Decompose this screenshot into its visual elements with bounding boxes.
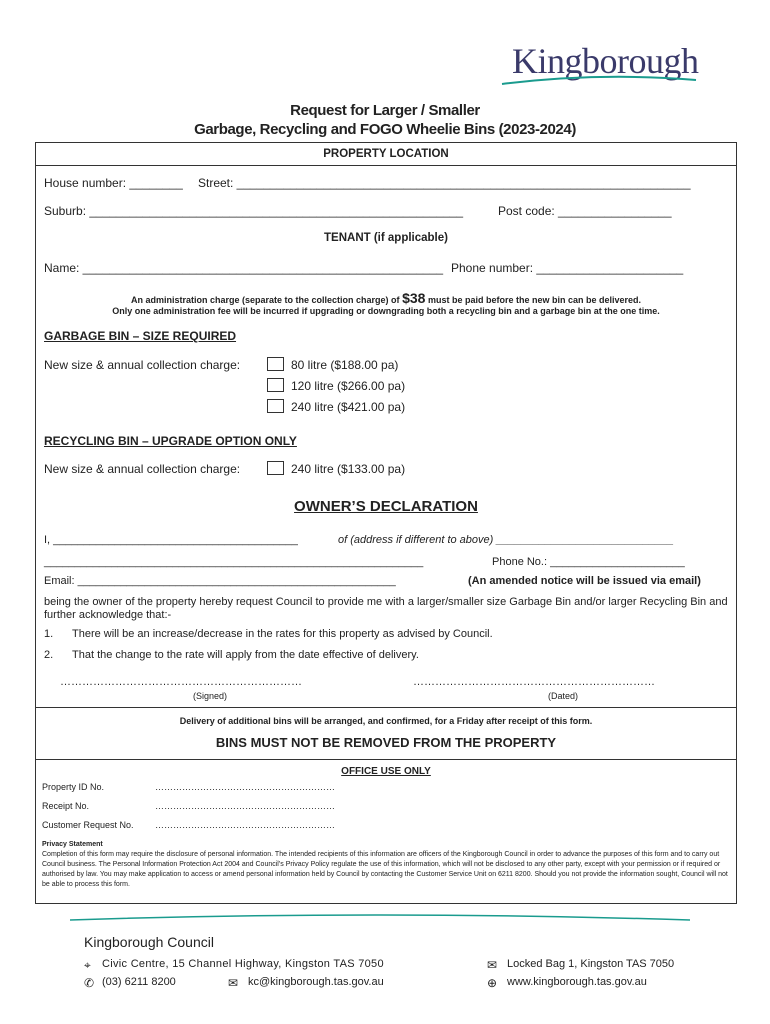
- suburb-field[interactable]: Suburb: ________________________________________________________: [44, 204, 464, 218]
- owner-address-field[interactable]: of (address if different to above) _____________________________: [338, 534, 674, 546]
- recycling-bin-heading: RECYCLING BIN – UPGRADE OPTION ONLY: [44, 434, 297, 448]
- divider: [35, 165, 737, 166]
- recycling-size-label: New size & annual collection charge:: [44, 462, 241, 476]
- office-field-label: Receipt No.: [42, 801, 90, 811]
- footer-swoosh: [70, 910, 710, 924]
- garbage-120l-checkbox[interactable]: [267, 378, 284, 392]
- divider: [35, 707, 737, 708]
- admin-charge-text: An administration charge (separate to the collection charge) of: [131, 295, 400, 305]
- owner-phone-field[interactable]: Phone No.: ______________________: [492, 556, 685, 568]
- dated-label: (Dated): [547, 691, 578, 701]
- signature-field[interactable]: …………………………………………………………: [60, 676, 302, 688]
- garbage-size-label: New size & annual collection charge:: [44, 358, 241, 372]
- declaration-item-number: 2.: [44, 649, 54, 661]
- footer-postal: Locked Bag 1, Kingston TAS 7050: [507, 958, 675, 970]
- mail-icon: ✉: [487, 958, 498, 972]
- recycling-240l-checkbox[interactable]: [267, 461, 284, 475]
- owner-address-line2[interactable]: ______________________________________________________________: [44, 556, 424, 568]
- garbage-option-label: 240 litre ($421.00 pa): [291, 400, 406, 414]
- office-field-dots: ……………………………………………………: [155, 820, 335, 830]
- office-field-label: Customer Request No.: [42, 820, 134, 830]
- footer-address: Civic Centre, 15 Channel Highway, Kingston TAS 7050: [102, 958, 384, 970]
- footer-website[interactable]: www.kingborough.tas.gov.au: [507, 976, 647, 988]
- form-title-line2: Garbage, Recycling and FOGO Wheelie Bins (2023-2024): [194, 121, 576, 138]
- date-field[interactable]: …………………………………………………………: [413, 676, 655, 688]
- signed-label: (Signed): [192, 691, 228, 701]
- garbage-240l-checkbox[interactable]: [267, 399, 284, 413]
- declaration-body: being the owner of the property hereby request Council to provide me with a larger/smaller size Garbage Bin and/or larger Recycling Bin and further acknowledge that:-: [44, 596, 728, 621]
- email-icon: ✉: [228, 976, 239, 990]
- recycling-option-label: 240 litre ($133.00 pa): [291, 462, 406, 476]
- location-pin-icon: ⌖: [84, 958, 91, 972]
- tenant-heading: TENANT (if applicable): [324, 232, 448, 244]
- postcode-field[interactable]: Post code: _________________: [498, 204, 672, 218]
- phone-icon: ✆: [84, 976, 95, 990]
- house-number-field[interactable]: House number: ________: [44, 176, 183, 190]
- office-field-dots: ……………………………………………………: [155, 782, 335, 792]
- office-use-heading: OFFICE USE ONLY: [341, 766, 431, 777]
- footer-email[interactable]: kc@kingborough.tas.gov.au: [248, 976, 384, 988]
- office-field-label: Property ID No.: [42, 782, 105, 792]
- globe-icon: ⊕: [487, 976, 498, 990]
- tenant-name-field[interactable]: Name: ______________________________________________________: [44, 261, 444, 275]
- email-note: (An amended notice will be issued via email): [468, 575, 701, 587]
- form-title-line1: Request for Larger / Smaller: [290, 102, 480, 119]
- tenant-phone-field[interactable]: Phone number: ______________________: [451, 261, 684, 275]
- garbage-option-label: 120 litre ($266.00 pa): [291, 379, 406, 393]
- declaration-item-number: 1.: [44, 628, 54, 640]
- property-location-heading: PROPERTY LOCATION: [323, 148, 449, 160]
- owner-email-field[interactable]: Email: ____________________________________________________: [44, 575, 396, 587]
- garbage-bin-heading: GARBAGE BIN – SIZE REQUIRED: [44, 329, 237, 343]
- garbage-option-label: 80 litre ($188.00 pa): [291, 358, 399, 372]
- declaration-item: That the change to the rate will apply from the date effective of delivery.: [72, 649, 419, 661]
- delivery-note: Delivery of additional bins will be arranged, and confirmed, for a Friday after receipt of this form.: [179, 716, 593, 726]
- bins-warning: BINS MUST NOT BE REMOVED FROM THE PROPERTY: [215, 735, 557, 750]
- privacy-statement: Completion of this form may require the disclosure of personal information. The intended recipients of this information are officers of the Kingborough Council in order to advance the purposes of this form and to carry out Council business. The Personal Information Protection Act 2004 and Council’s Privacy Policy regulate the use of this information, which will not be disclosed to any other party, except with your permission or if required or authorised by law. You may make application to access or amend personal information held by Council by contacting the Customer Service Unit on 6211 8200. Should you not provide the information sought, Council will not be able to process this form.: [42, 851, 728, 888]
- footer-council-name: Kingborough Council: [84, 934, 214, 950]
- owner-name-field[interactable]: I, ________________________________________: [44, 534, 298, 546]
- garbage-80l-checkbox[interactable]: [267, 357, 284, 371]
- divider: [35, 759, 737, 760]
- declaration-item: There will be an increase/decrease in the rates for this property as advised by Council.: [72, 628, 493, 640]
- privacy-heading: Privacy Statement: [42, 841, 103, 848]
- street-field[interactable]: Street: ____________________________________________________________________: [198, 176, 691, 190]
- kingborough-logo: Kingborough: [512, 41, 699, 81]
- admin-charge-line1: [35, 290, 737, 306]
- admin-charge-amount: $38: [402, 290, 426, 306]
- owners-declaration-heading: OWNER’S DECLARATION: [294, 498, 478, 515]
- admin-charge-line2: Only one administration fee will be incurred if upgrading or downgrading both a recycling bin and a garbage bin at the one time.: [112, 306, 660, 316]
- form-box: [35, 142, 737, 904]
- logo-swoosh: [500, 74, 700, 88]
- office-field-dots: ……………………………………………………: [155, 801, 335, 811]
- footer-phone: (03) 6211 8200: [102, 976, 176, 988]
- admin-charge-text-post: must be paid before the new bin can be delivered.: [427, 295, 641, 305]
